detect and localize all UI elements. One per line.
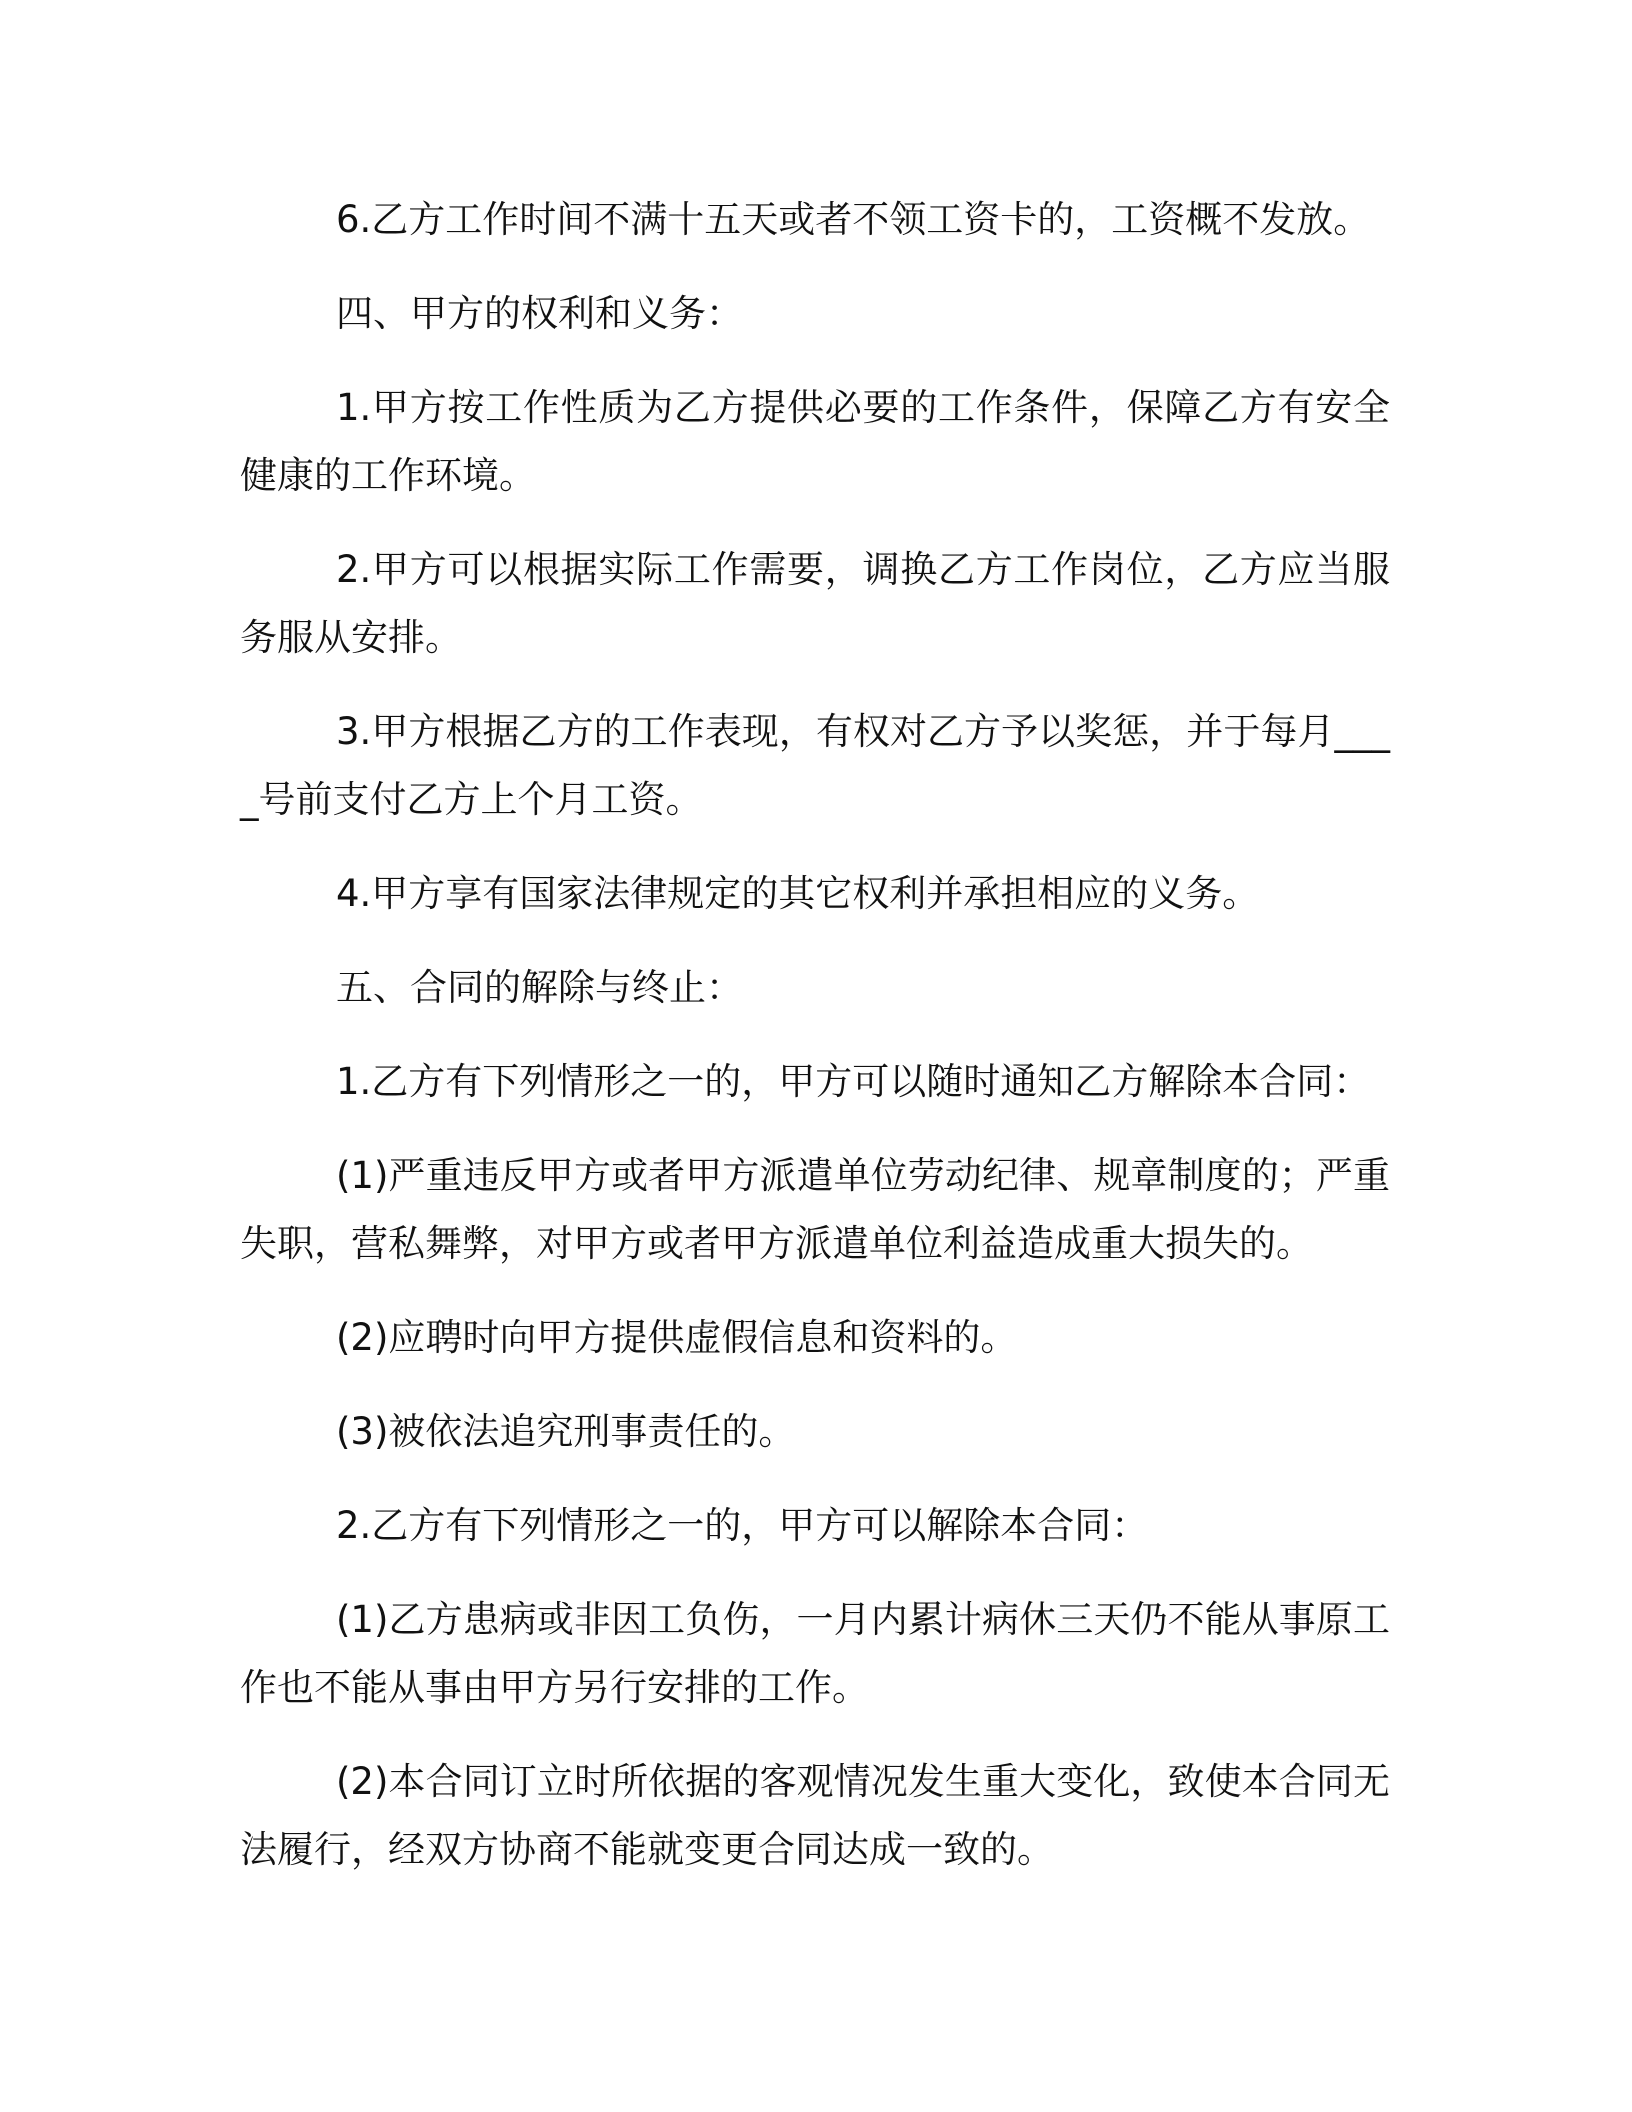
section-heading-party-a-rights: 四、甲方的权利和义务： [336, 292, 743, 335]
paragraph-immediate-termination: 1.乙方有下列情形之一的，甲方可以随时通知乙方解除本合同： [336, 1060, 1371, 1103]
paragraph-salary-condition: 6.乙方工作时间不满十五天或者不领工资卡的，工资概不发放。 [336, 198, 1371, 241]
section-heading-termination: 五、合同的解除与终止： [336, 966, 743, 1009]
paragraph-job-transfer: 2.甲方可以根据实际工作需要，调换乙方工作岗位，乙方应当服务服从安排。 [240, 548, 1390, 659]
paragraph-clause-violation: (1)严重违反甲方或者甲方派遣单位劳动纪律、规章制度的；严重失职，营私舞弊，对甲方或者甲方派遣单位利益造成重大损失的。 [240, 1154, 1390, 1265]
paragraph-other-rights: 4.甲方享有国家法律规定的其它权利并承担相应的义务。 [336, 872, 1260, 915]
paragraph-clause-criminal: (3)被依法追究刑事责任的。 [336, 1410, 796, 1453]
paragraph-rewards-payment: 3.甲方根据乙方的工作表现，有权对乙方予以奖惩，并于每月____号前支付乙方上个月工资。 [240, 710, 1390, 821]
paragraph-clause-illness: (1)乙方患病或非因工负伤，一月内累计病休三天仍不能从事原工作也不能从事由甲方另行安排的工作。 [240, 1598, 1390, 1709]
paragraph-clause-circumstance-change: (2)本合同订立时所依据的客观情况发生重大变化，致使本合同无法履行，经双方协商不能就变更合同达成一致的。 [240, 1760, 1390, 1871]
paragraph-work-conditions: 1.甲方按工作性质为乙方提供必要的工作条件，保障乙方有安全健康的工作环境。 [240, 386, 1390, 497]
paragraph-clause-false-info: (2)应聘时向甲方提供虚假信息和资料的。 [336, 1316, 1018, 1359]
document-body [240, 186, 1390, 1910]
paragraph-termination-conditions: 2.乙方有下列情形之一的，甲方可以解除本合同： [336, 1504, 1149, 1547]
